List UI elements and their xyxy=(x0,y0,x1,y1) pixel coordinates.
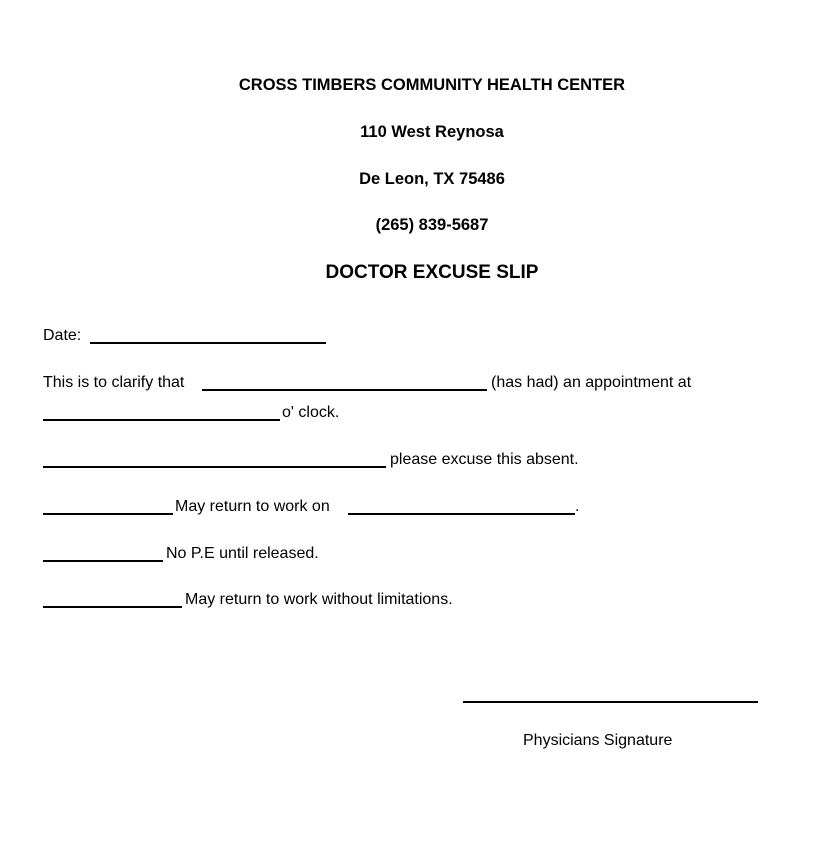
clarify-prefix: This is to clarify that xyxy=(43,374,185,391)
return-on-period: . xyxy=(575,498,580,515)
oclock-label: o' clock. xyxy=(282,404,340,421)
form-title: DOCTOR EXCUSE SLIP xyxy=(325,262,539,283)
phone-number: (265) 839-5687 xyxy=(375,216,489,234)
no-pe-label: No P.E until released. xyxy=(166,545,319,562)
no-limits-check-blank[interactable] xyxy=(43,606,182,608)
signature-line[interactable] xyxy=(463,701,758,703)
address-line-2: De Leon, TX 75486 xyxy=(359,170,505,188)
date-label: Date: xyxy=(43,327,82,344)
patient-name-blank[interactable] xyxy=(202,389,487,391)
return-date-blank[interactable] xyxy=(348,513,575,515)
return-on-check-blank[interactable] xyxy=(43,513,173,515)
excuse-label: please excuse this absent. xyxy=(390,451,579,468)
appointment-time-blank[interactable] xyxy=(43,419,280,421)
no-pe-check-blank[interactable] xyxy=(43,560,163,562)
excuse-blank[interactable] xyxy=(43,466,386,468)
clarify-suffix: (has had) an appointment at xyxy=(491,374,692,391)
signature-label: Physicians Signature xyxy=(523,732,673,749)
no-limits-label: May return to work without limitations. xyxy=(185,591,453,608)
address-line-1: 110 West Reynosa xyxy=(360,123,504,141)
date-blank[interactable] xyxy=(90,342,326,344)
org-name: CROSS TIMBERS COMMUNITY HEALTH CENTER xyxy=(238,76,626,94)
return-on-label: May return to work on xyxy=(175,498,330,515)
